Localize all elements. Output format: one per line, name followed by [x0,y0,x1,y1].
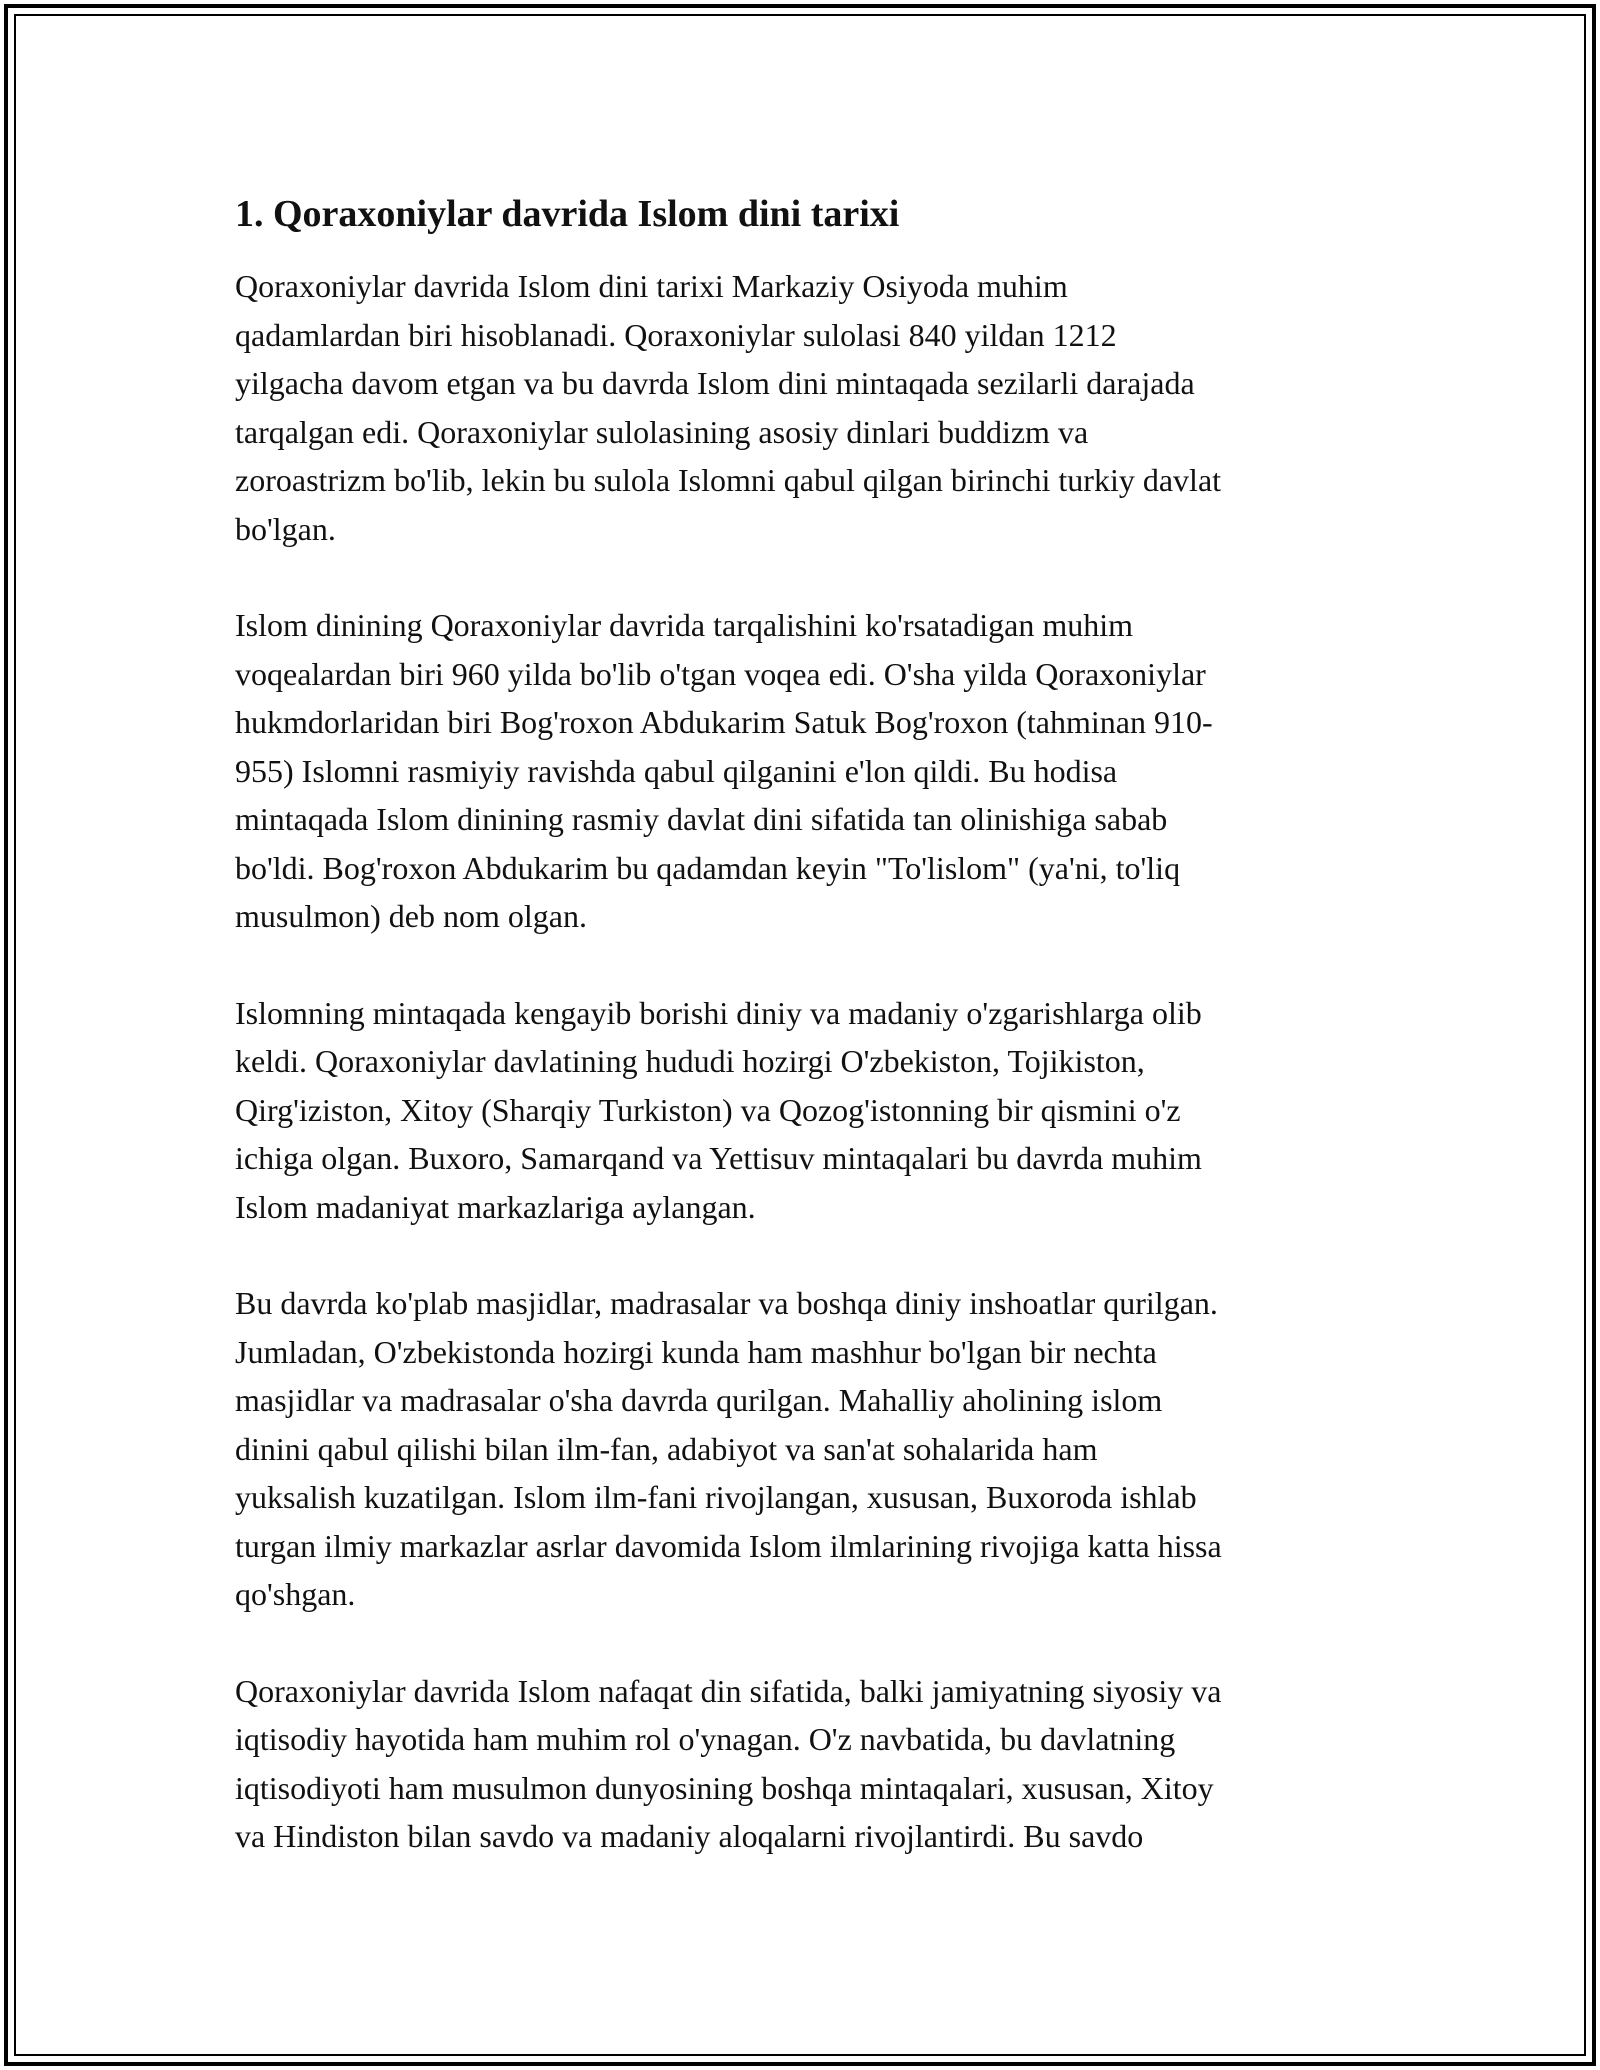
paragraph-3: Islomning mintaqada kengayib borishi diniy va madaniy o'zgarishlarga olib keldi. Qoraxoniylar davlatining hududi hozirgi O'zbekiston, Tojikiston, Qirg'iziston, Xitoy (Sharqiy Turkiston) va Qozog'istonning bir qismini o'z ichiga olgan. Buxoro, Samarqand va Yettisuv mintaqalari bu davrda muhim Islom madaniyat markazlariga aylangan. [235,994,1202,1225]
document-content [235,188,1370,1909]
paragraph-1: Qoraxoniylar davrida Islom dini tarixi Markaziy Osiyoda muhim qadamlardan biri hisoblanadi. Qoraxoniylar sulolasi 840 yildan 1212 yilgacha davom etgan va bu davrda Islom dini mintaqada sezilarli darajada tarqalgan edi. Qoraxoniylar sulolasining asosiy dinlari buddizm va zoroastrizm bo'lib, lekin bu sulola Islomni qabul qilgan birinchi turkiy davlat bo'lgan. [235,268,1222,547]
paragraph-5: Qoraxoniylar davrida Islom nafaqat din sifatida, balki jamiyatning siyosiy va iqtisodiy hayotida ham muhim rol o'ynagan. O'z navbatida, bu davlatning iqtisodiyoti ham musulmon dunyosining boshqa mintaqalari, xususan, Xitoy va Hindiston bilan savdo va madaniy aloqalarni rivojlantirdi. Bu savdo [235,1672,1222,1854]
section-title: 1. Qoraxoniylar davrida Islom dini tarixi [235,193,900,235]
paragraph-2: Islom dinining Qoraxoniylar davrida tarqalishini ko'rsatadigan muhim voqealardan biri 960 yilda bo'lib o'tgan voqea edi. O'sha yilda Qoraxoniylar hukmdorlaridan biri Bog'roxon Abdukarim Satuk Bog'roxon (tahminan 910- 955) Islomni rasmiyiy ravishda qabul qilganini e'lon qildi. Bu hodisa mintaqada Islom dinining rasmiy davlat dini sifatida tan olinishiga sabab bo'ldi. Bog'roxon Abdukarim bu qadamdan keyin "To'lislom" (ya'ni, to'liq musulmon) deb nom olgan. [235,607,1213,934]
paragraph-4: Bu davrda ko'plab masjidlar, madrasalar va boshqa diniy inshoatlar qurilgan. Jumladan, O'zbekistonda hozirgi kunda ham mashhur bo'lgan bir nechta masjidlar va madrasalar o'sha davrda qurilgan. Mahalliy aholining islom dinini qabul qilishi bilan ilm-fan, adabiyot va san'at sohalarida ham yuksalish kuzatilgan. Islom ilm-fani rivojlangan, xususan, Buxoroda ishlab turgan ilmiy markazlar asrlar davomida Islom ilmlarining rivojiga katta hissa qo'shgan. [235,1285,1222,1612]
